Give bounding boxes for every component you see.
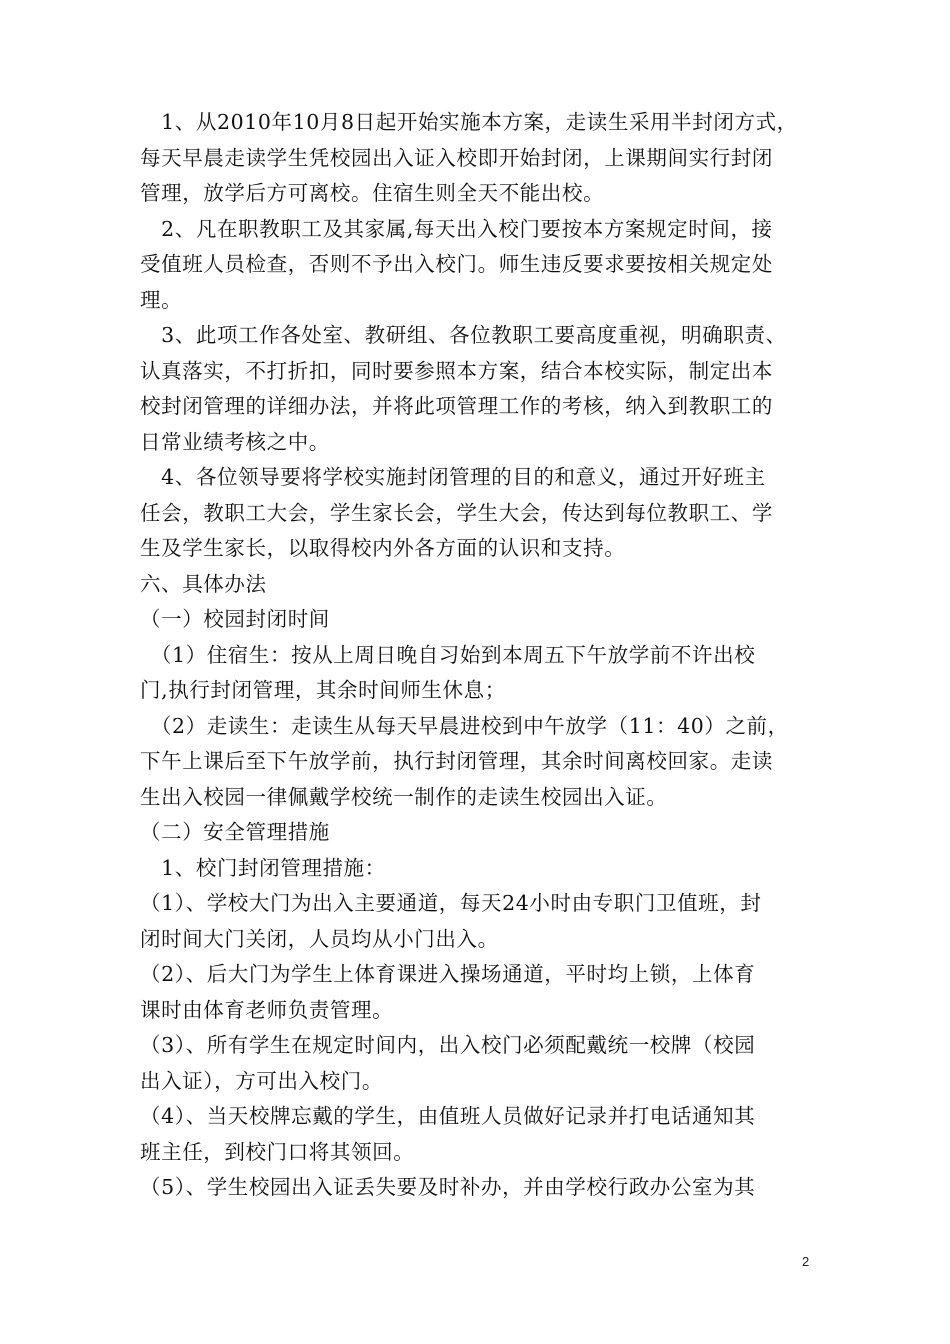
page-number: 2	[802, 1254, 810, 1269]
text-line: 4、各位领导要将学校实施封闭管理的目的和意义，通过开好班主	[140, 465, 766, 489]
text-line: 出入证），方可出入校门。	[140, 1069, 383, 1093]
text-line: 课时由体育老师负责管理。	[140, 998, 394, 1022]
text-line: 1、从2010年10月8日起开始实施本方案，走读生采用半封闭方式，	[140, 110, 798, 134]
text-line: 班主任，到校门口将其领回。	[140, 1140, 415, 1164]
text-line: 门,执行封闭管理，其余时间师生休息；	[140, 678, 506, 702]
text-line: （3）、所有学生在规定时间内，出入校门必须配戴统一校牌（校园	[140, 1033, 756, 1057]
section-heading: 六、具体办法	[140, 572, 267, 596]
text-line: 日常业绩考核之中。	[140, 430, 330, 454]
text-line: 闭时间大门关闭，人员均从小门出入。	[140, 927, 499, 951]
text-line: 生出入校园一律佩戴学校统一制作的走读生校园出入证。	[140, 785, 668, 809]
subsection-heading: （二）安全管理措施	[140, 820, 330, 844]
text-line: （4）、当天校牌忘戴的学生，由值班人员做好记录并打电话通知其	[140, 1104, 756, 1128]
text-line: 生及学生家长，以取得校内外各方面的认识和支持。	[140, 536, 626, 560]
text-line: 2、凡在职教职工及其家属,每天出入校门要按本方案规定时间，接	[140, 217, 773, 241]
text-line: 1、校门封闭管理措施：	[140, 856, 386, 880]
text-line: 理。	[140, 288, 183, 312]
text-line: 任会，教职工大会，学生家长会，学生大会，传达到每位教职工、学	[140, 501, 773, 525]
text-line: （5）、学生校园出入证丢失要及时补办，并由学校行政办公室为其	[140, 1175, 756, 1199]
subsection-heading: （一）校园封闭时间	[140, 607, 330, 631]
text-line: （2）走读生：走读生从每天早晨进校到中午放学（11：40）之前，	[140, 714, 789, 738]
text-line: 受值班人员检查，否则不予出入校门。师生违反要求要按相关规定处	[140, 252, 773, 276]
text-line: （2）、后大门为学生上体育课进入操场通道，平时均上锁，上体育	[140, 962, 756, 986]
text-line: 管理，放学后方可离校。住宿生则全天不能出校。	[140, 181, 605, 205]
text-line: （1）、学校大门为出入主要通道，每天24小时由专职门卫值班，封	[140, 891, 762, 915]
text-line: （1）住宿生：按从上周日晚自习始到本周五下午放学前不许出校	[140, 643, 756, 667]
text-line: 校封闭管理的详细办法，并将此项管理工作的考核，纳入到教职工的	[140, 394, 773, 418]
text-line: 3、此项工作各处室、教研组、各位教职工要高度重视，明确职责、	[140, 323, 787, 347]
text-line: 认真落实，不打折扣，同时要参照本方案，结合本校实际，制定出本	[140, 359, 773, 383]
text-line: 下午上课后至下午放学前，执行封闭管理，其余时间离校回家。走读	[140, 749, 773, 773]
text-line: 每天早晨走读学生凭校园出入证入校即开始封闭，上课期间实行封闭	[140, 146, 773, 170]
